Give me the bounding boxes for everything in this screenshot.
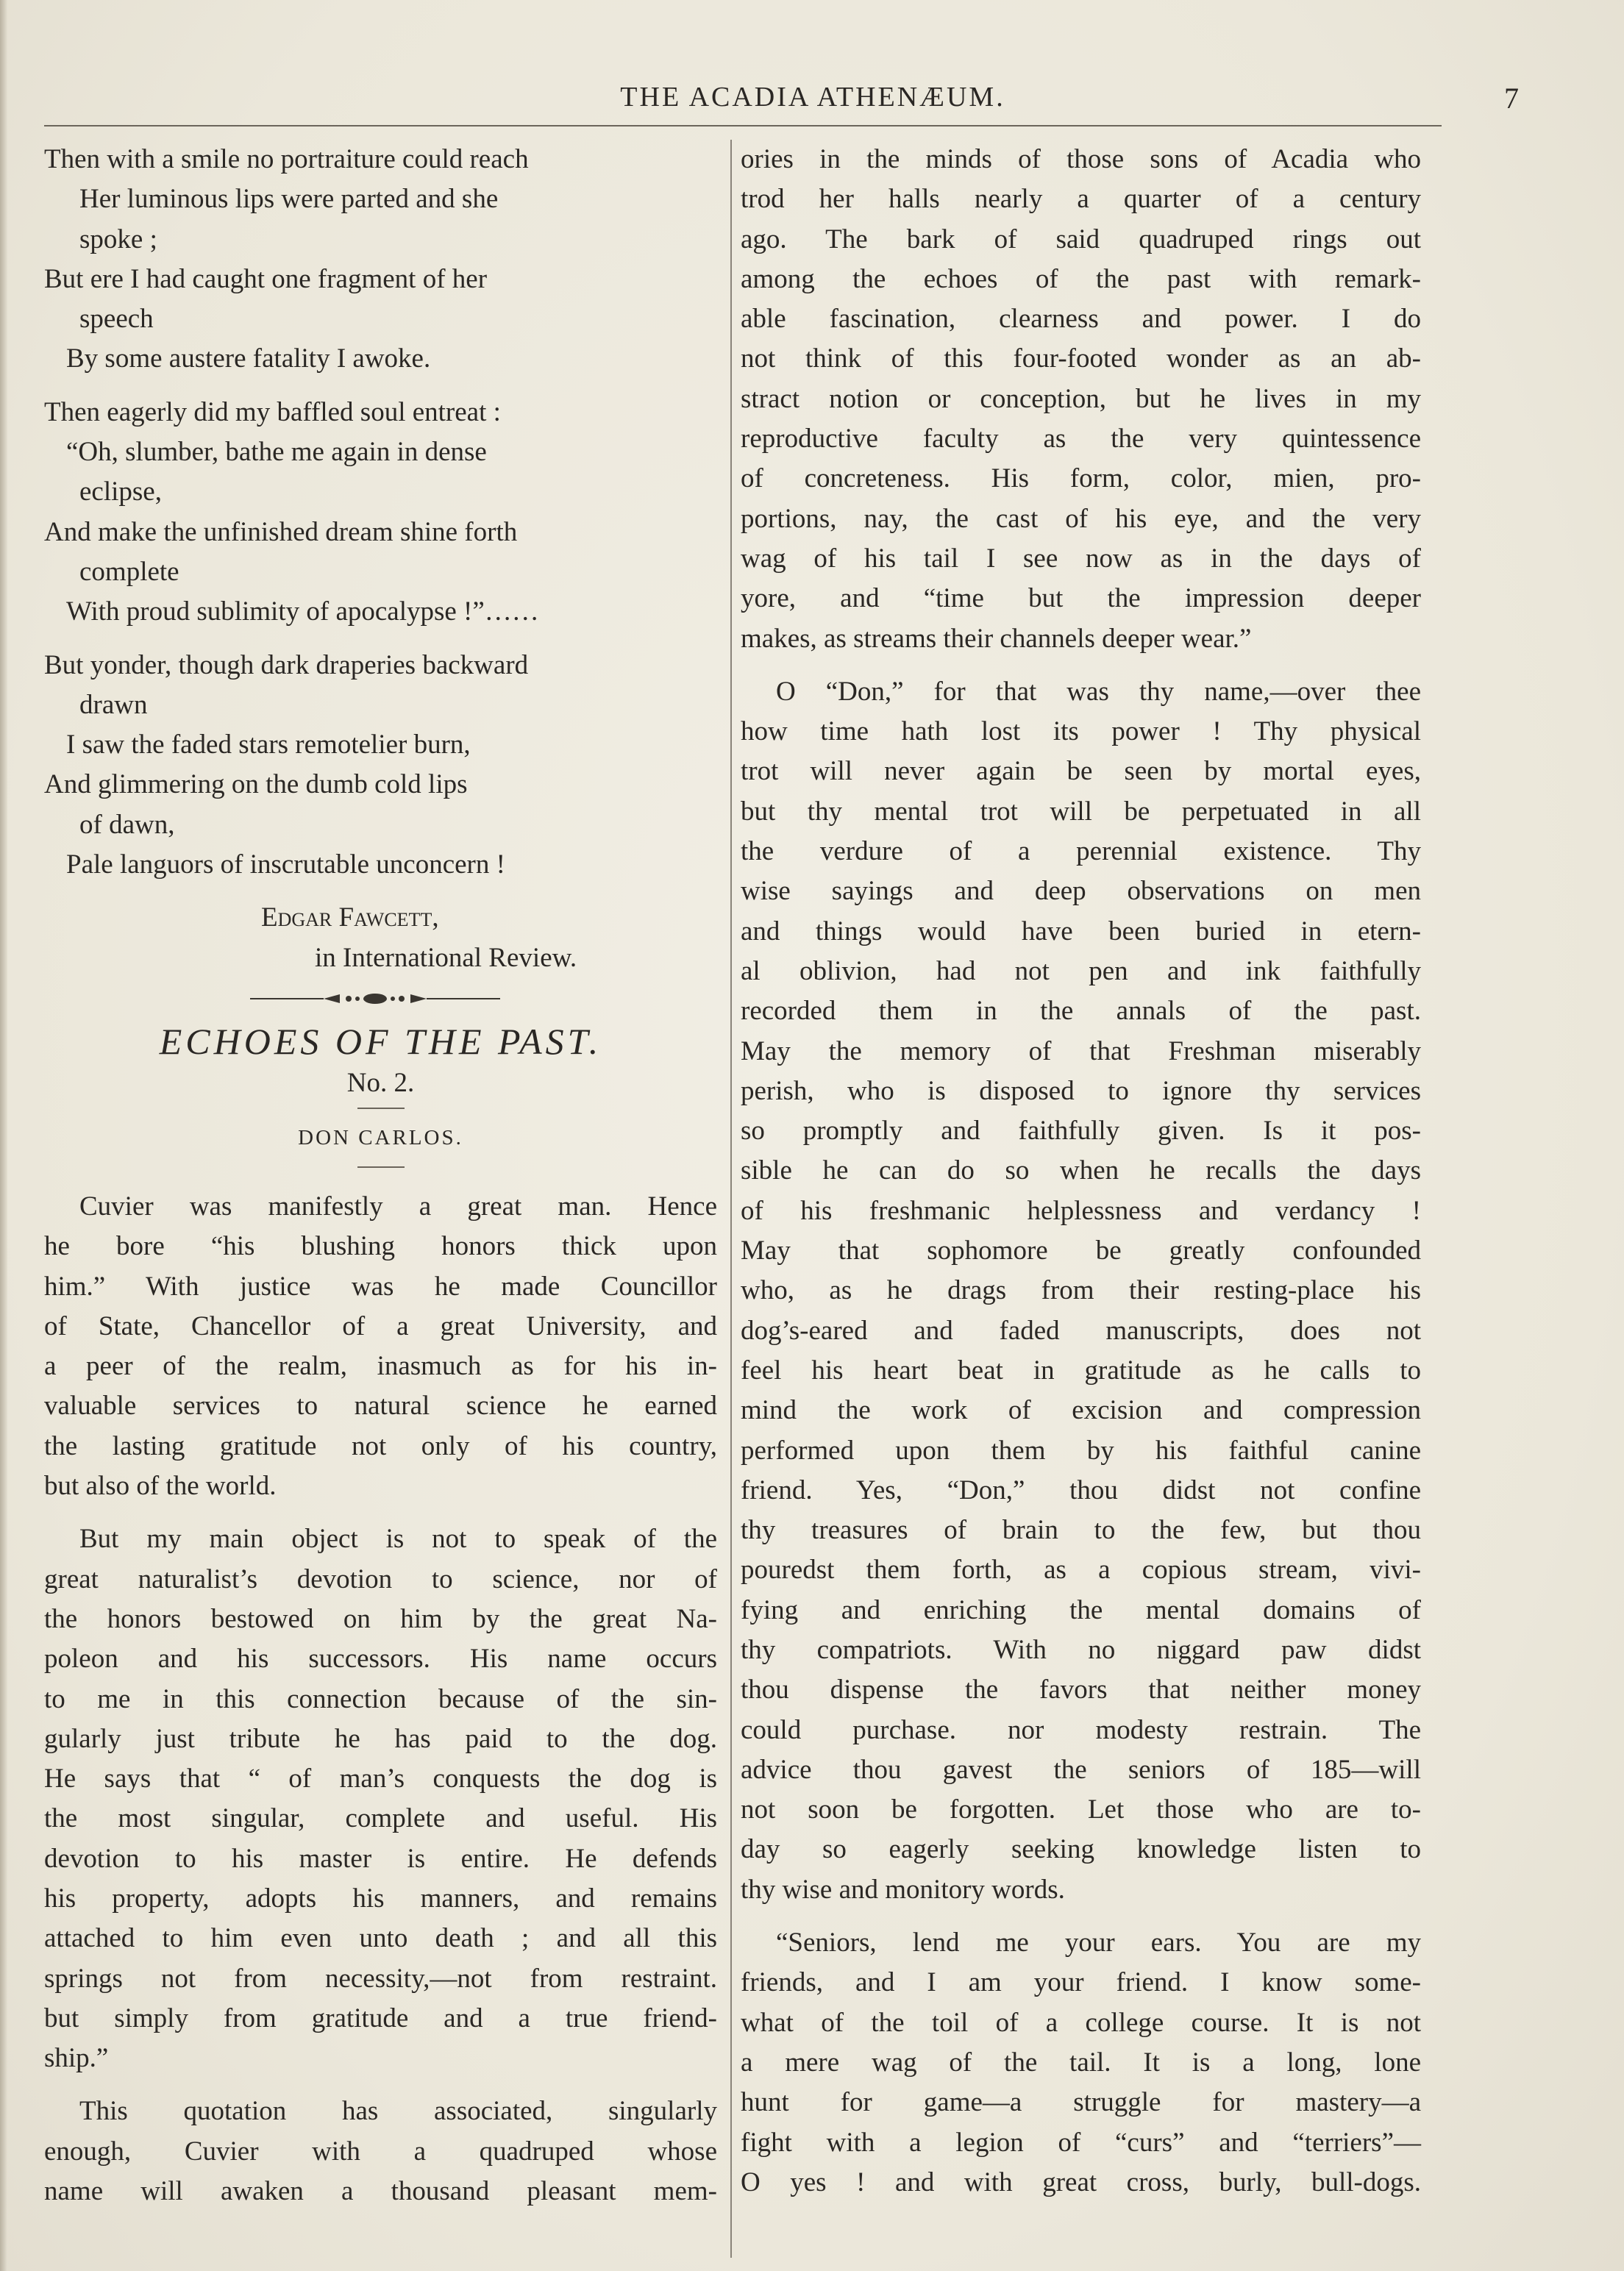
text-line: could purchase. nor modesty restrain. The xyxy=(741,1714,1421,1745)
text-line: name will awaken a thousand pleasant mem- xyxy=(44,2176,717,2207)
text-line: of concreteness. His form, color, mien, pro- xyxy=(741,463,1421,494)
text-line: of his freshmanic helplessness and verdancy ! xyxy=(741,1195,1421,1226)
text-line: able fascination, clearness and power. I do xyxy=(741,304,1421,335)
text-line: to me in this connection because of the sin- xyxy=(44,1683,717,1714)
text-line: what of the toil of a college course. It is not xyxy=(741,2007,1421,2038)
text-line: not think of this four-footed wonder as an ab- xyxy=(741,343,1421,374)
poem-line: By some austere fatality I awoke. xyxy=(66,343,431,374)
text-line: advice thou gavest the seniors of 185—will xyxy=(741,1754,1421,1785)
text-line: his property, adopts his manners, and remains xyxy=(44,1883,717,1914)
poem-line: But yonder, though dark draperies backward xyxy=(44,649,529,680)
text-line: him.” With justice was he made Councillor xyxy=(44,1271,717,1302)
poem-line: But ere I had caught one fragment of her xyxy=(44,263,488,294)
paragraph-gap xyxy=(44,1506,717,1519)
text-line: not soon be forgotten. Let those who are to- xyxy=(741,1794,1421,1825)
paragraph xyxy=(44,1519,717,2078)
left-column xyxy=(44,140,717,2211)
poem-line: of dawn, xyxy=(79,809,175,840)
poem-line: speech xyxy=(79,304,154,335)
text-line: a peer of the realm, inasmuch as for his in- xyxy=(44,1351,717,1382)
text-line: ories in the minds of those sons of Acadia who xyxy=(741,144,1421,174)
text-line: portions, nay, the cast of his eye, and the very xyxy=(741,503,1421,534)
poem-line: eclipse, xyxy=(79,477,162,507)
poem-line: Then eagerly did my baffled soul entreat : xyxy=(44,396,501,427)
text-line: wise sayings and deep observations on men xyxy=(741,876,1421,907)
text-line: so promptly and faithfully given. Is it pos- xyxy=(741,1116,1421,1147)
page-number: 7 xyxy=(1504,82,1519,115)
poem-line: Her luminous lips were parted and she xyxy=(79,184,499,215)
text-line: he bore “his blushing honors thick upon xyxy=(44,1231,717,1262)
running-title: THE ACADIA ATHENÆUM. xyxy=(620,82,1005,113)
left-article-body xyxy=(44,1187,717,2211)
text-line: But my main object is not to speak of the xyxy=(79,1524,717,1555)
poem-line: I saw the faded stars remotelier burn, xyxy=(66,730,471,760)
poem-line: And make the unfinished dream shine forth xyxy=(44,516,518,547)
text-line: feel his heart beat in gratitude as he calls to xyxy=(741,1355,1421,1386)
text-line: enough, Cuvier with a quadruped whose xyxy=(44,2136,717,2167)
text-line: performed upon them by his faithful canine xyxy=(741,1435,1421,1466)
text-line: reproductive faculty as the very quintessence xyxy=(741,424,1421,454)
text-line: a mere wag of the tail. It is a long, lone xyxy=(741,2047,1421,2078)
poem-stanza xyxy=(44,646,717,885)
article-title: ECHOES OF THE PAST. xyxy=(159,1020,602,1062)
text-line: devotion to his master is entire. He defends xyxy=(44,1843,717,1874)
text-line: friends, and I am your friend. I know some- xyxy=(741,1967,1421,1998)
section-ornament xyxy=(44,978,717,1019)
text-line: ago. The bark of said quadruped rings out xyxy=(741,224,1421,254)
column-rule xyxy=(730,140,732,2258)
text-line: but thy mental trot will be perpetuated in all xyxy=(741,796,1421,827)
byline-rule xyxy=(357,1166,405,1168)
poem-author: Edgar Fawcett, xyxy=(261,902,439,933)
poem-stanza xyxy=(44,393,717,632)
poem-line: complete xyxy=(79,556,179,587)
text-line: May the memory of that Freshman miserably xyxy=(741,1035,1421,1066)
text-line: Cuvier was manifestly a great man. Hence xyxy=(79,1191,717,1222)
text-line: perish, who is disposed to ignore thy services xyxy=(741,1075,1421,1106)
text-line: hunt for game—a struggle for mastery—a xyxy=(741,2087,1421,2118)
text-line: thou dispense the favors that neither money xyxy=(741,1675,1421,1705)
text-line: great naturalist’s devotion to science, nor of xyxy=(44,1564,717,1594)
text-line: and things would have been buried in etern- xyxy=(741,916,1421,946)
text-line: thy wise and monitory words. xyxy=(741,1874,1065,1905)
text-line: sible he can do so when he recalls the days xyxy=(741,1155,1421,1186)
poem-line: spoke ; xyxy=(79,224,157,254)
text-line: but simply from gratitude and a true friend- xyxy=(44,2003,717,2033)
text-line: fight with a legion of “curs” and “terriers”— xyxy=(741,2127,1421,2158)
right-column xyxy=(741,140,1421,2203)
text-line: wag of his tail I see now as in the days of xyxy=(741,543,1421,574)
text-line: dog’s-eared and faded manuscripts, does not xyxy=(741,1315,1421,1346)
text-line: al oblivion, had not pen and ink faithfully xyxy=(741,955,1421,986)
text-line: friend. Yes, “Don,” thou didst not confine xyxy=(741,1475,1421,1505)
text-line: attached to him even unto death ; and all this xyxy=(44,1923,717,1954)
text-line: fying and enriching the mental domains of xyxy=(741,1594,1421,1625)
paragraph xyxy=(741,672,1421,1910)
poem-line: drawn xyxy=(79,689,148,720)
text-line: makes, as streams their channels deeper wear.” xyxy=(741,623,1252,654)
page-binding-edge xyxy=(0,0,7,2271)
text-line: the verdure of a perennial existence. Thy xyxy=(741,836,1421,867)
poem-source: in International Review. xyxy=(315,942,577,973)
text-line: pouredst them forth, as a copious stream, vivi- xyxy=(741,1555,1421,1586)
paragraph xyxy=(741,1923,1421,2203)
text-line: O “Don,” for that was thy name,—over thee xyxy=(776,676,1421,707)
text-line: yore, and “time but the impression deeper xyxy=(741,583,1421,614)
text-line: who, as he drags from their resting-place his xyxy=(741,1275,1421,1306)
article-byline: DON CARLOS. xyxy=(298,1125,463,1149)
paragraph xyxy=(741,140,1421,659)
text-line: This quotation has associated, singularly xyxy=(79,2096,717,2127)
text-line: mind the work of excision and compression xyxy=(741,1395,1421,1426)
paragraph xyxy=(44,2092,717,2211)
text-line: recorded them in the annals of the past. xyxy=(741,996,1421,1027)
text-line: thy treasures of brain to the few, but thou xyxy=(741,1515,1421,1546)
poem-line: “Oh, slumber, bathe me again in dense xyxy=(66,437,487,468)
running-head xyxy=(44,81,1581,125)
text-line: day so eagerly seeking knowledge listen to xyxy=(741,1834,1421,1865)
poem xyxy=(44,140,717,885)
text-line: stract notion or conception, but he lives in my xyxy=(741,383,1421,414)
article-number: No. 2. xyxy=(346,1067,415,1098)
text-line: trot will never again be seen by mortal eyes, xyxy=(741,756,1421,787)
text-line: springs not from necessity,—not from restraint. xyxy=(44,1963,717,1994)
header-rule xyxy=(44,125,1442,126)
text-line: thy compatriots. With no niggard paw didst xyxy=(741,1634,1421,1665)
title-rule xyxy=(357,1108,405,1109)
poem-stanza xyxy=(44,140,717,379)
poem-line: Then with a smile no portraiture could reach xyxy=(44,144,529,174)
text-line: how time hath lost its power ! Thy physical xyxy=(741,716,1421,747)
text-line: He says that “ of man’s conquests the dog is xyxy=(44,1764,717,1794)
text-line: “Seniors, lend me your ears. You are my xyxy=(776,1928,1421,1958)
text-line: gularly just tribute he has paid to the dog. xyxy=(44,1723,717,1754)
text-line: poleon and his successors. His name occurs xyxy=(44,1644,717,1675)
paragraph-gap xyxy=(741,1910,1421,1923)
poem-line: And glimmering on the dumb cold lips xyxy=(44,769,468,800)
poem-line: With proud sublimity of apocalypse !”…… xyxy=(66,596,539,627)
text-line: the lasting gratitude not only of his country, xyxy=(44,1430,717,1461)
text-line: ship.” xyxy=(44,2043,109,2074)
text-line: but also of the world. xyxy=(44,1471,277,1502)
text-line: May that sophomore be greatly confounded xyxy=(741,1236,1421,1266)
right-article-body xyxy=(741,140,1421,2203)
poem-line: Pale languors of inscrutable unconcern ! xyxy=(66,849,505,880)
text-line: of State, Chancellor of a great University, and xyxy=(44,1311,717,1341)
text-line: trod her halls nearly a quarter of a century xyxy=(741,184,1421,215)
text-line: valuable services to natural science he earned xyxy=(44,1391,717,1422)
paragraph xyxy=(44,1187,717,1506)
ornament-rule-icon xyxy=(250,990,500,1008)
text-line: the most singular, complete and useful. His xyxy=(44,1803,717,1834)
text-line: the honors bestowed on him by the great Na- xyxy=(44,1603,717,1634)
text-line: among the echoes of the past with remark- xyxy=(741,263,1421,294)
paragraph-gap xyxy=(741,659,1421,672)
paragraph-gap xyxy=(44,2078,717,2092)
text-line: O yes ! and with great cross, burly, bull-dogs. xyxy=(741,2167,1421,2197)
